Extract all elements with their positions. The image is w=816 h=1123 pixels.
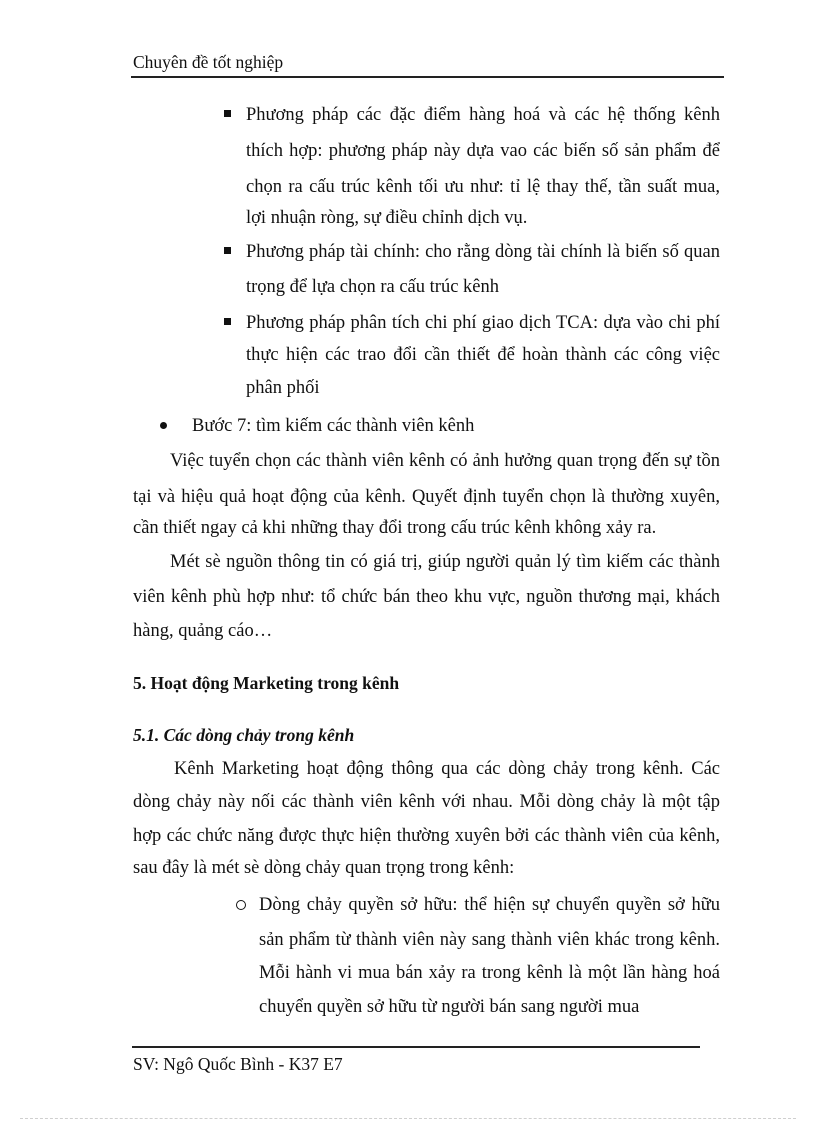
- paragraph-line: sau đây là mét sè dòng chảy quan trọng trong kênh:: [133, 858, 515, 878]
- flow-text-line: Dòng chảy quyền sở hữu: thể hiện sự chuyển quyền sở hữu: [259, 895, 720, 915]
- paragraph-line: hàng, quảng cáo…: [133, 621, 273, 641]
- flow-text-line: sản phẩm từ thành viên này sang thành viên khác trong kênh.: [259, 930, 720, 950]
- paragraph-line: dòng chảy này nối các thành viên kênh với nhau. Mỗi dòng chảy là một tập: [133, 792, 720, 812]
- page-footer-author: SV: Ngô Quốc Bình - K37 E7: [133, 1054, 343, 1074]
- section-heading: 5. Hoạt động Marketing trong kênh: [133, 673, 400, 693]
- footer-divider: [132, 1046, 700, 1048]
- method-text-line: Phương pháp các đặc điểm hàng hoá và các hệ thống kênh: [246, 105, 720, 125]
- method-text-line: Phương pháp phân tích chi phí giao dịch TCA: dựa vào chi phí: [246, 313, 720, 333]
- method-text-line: lợi nhuận ròng, sự điều chỉnh dịch vụ.: [246, 208, 528, 228]
- header-divider: [131, 76, 724, 78]
- paragraph-line: viên kênh phù hợp như: tổ chức bán theo khu vực, nguồn thương mại, khách: [133, 587, 720, 607]
- paragraph-line: cần thiết ngay cả khi những thay đổi trong cấu trúc kênh không xảy ra.: [133, 518, 657, 538]
- square-bullet-icon: [224, 110, 231, 117]
- step7-text: Bước 7: tìm kiếm các thành viên kênh: [192, 416, 475, 436]
- method-text-line: chọn ra cấu trúc kênh tối ưu như: tỉ lệ thay thế, tần suất mua,: [246, 177, 720, 197]
- method-text-line: trọng để lựa chọn ra cấu trúc kênh: [246, 277, 499, 297]
- square-bullet-icon: [224, 247, 231, 254]
- hollow-circle-bullet-icon: [236, 900, 246, 910]
- page-header-title: Chuyên đề tốt nghiệp: [133, 52, 284, 72]
- round-bullet-icon: [160, 422, 167, 429]
- method-text-line: Phương pháp tài chính: cho rằng dòng tài chính là biến số quan: [246, 242, 720, 262]
- method-text-line: phân phối: [246, 378, 320, 398]
- subsection-heading: 5.1. Các dòng chảy trong kênh: [133, 725, 355, 745]
- square-bullet-icon: [224, 318, 231, 325]
- flow-text-line: chuyển quyền sở hữu từ người bán sang người mua: [259, 997, 640, 1017]
- paragraph-line: Mét sè nguồn thông tin có giá trị, giúp người quản lý tìm kiếm các thành: [170, 552, 720, 572]
- method-text-line: thích hợp: phương pháp này dựa vao các biến số sản phẩm để: [246, 141, 720, 161]
- method-text-line: thực hiện các trao đổi cần thiết để hoàn thành các công việc: [246, 345, 720, 365]
- paragraph-line: Việc tuyển chọn các thành viên kênh có ảnh hưởng quan trọng đến sự tồn: [170, 451, 720, 471]
- paragraph-line: Kênh Marketing hoạt động thông qua các dòng chảy trong kênh. Các: [174, 759, 720, 779]
- paragraph-line: hợp các chức năng được thực hiện thường xuyên bởi các thành viên của kênh,: [133, 826, 720, 846]
- paragraph-line: tại và hiệu quả hoạt động của kênh. Quyết định tuyển chọn là thường xuyên,: [133, 487, 720, 507]
- flow-text-line: Mỗi hành vi mua bán xảy ra trong kênh là một lần hàng hoá: [259, 963, 720, 983]
- page-boundary: [20, 1118, 796, 1119]
